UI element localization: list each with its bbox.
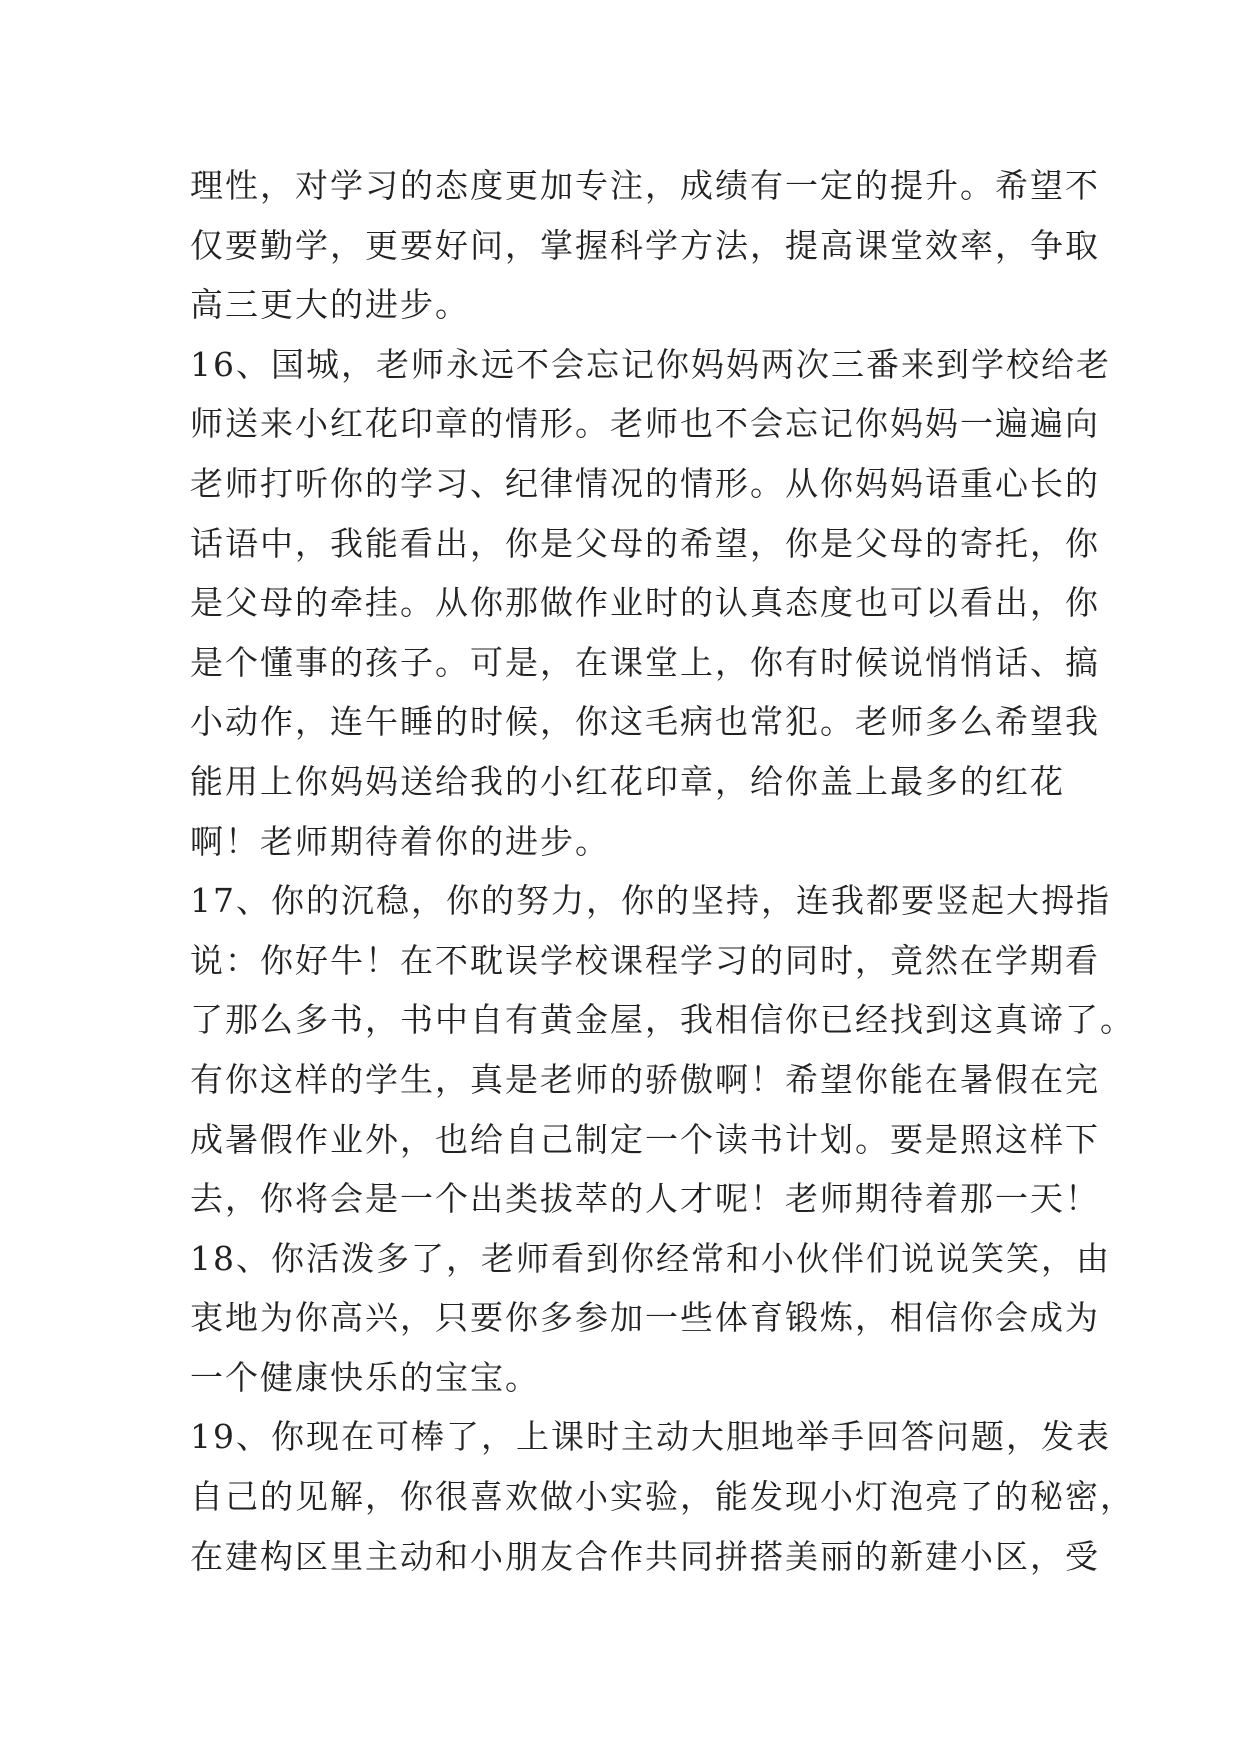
text-line: 去，你将会是一个出类拔萃的人才呢！老师期待着那一天！: [190, 1179, 1100, 1219]
text-line: 话语中，我能看出，你是父母的希望，你是父母的寄托，你: [190, 523, 1100, 563]
text-line: 小动作，连午睡的时候，你这毛病也常犯。老师多么希望我: [190, 702, 1100, 742]
text-line: 仅要勤学，更要好问，掌握科学方法，提高课堂效率，争取: [190, 225, 1100, 265]
text-line: 16、国城，老师永远不会忘记你妈妈两次三番来到学校给老: [190, 344, 1111, 384]
text-line: 一个健康快乐的宝宝。: [190, 1357, 540, 1397]
text-line: 自己的见解，你很喜欢做小实验，能发现小灯泡亮了的秘密，: [190, 1477, 1135, 1517]
text-line: 老师打听你的学习、纪律情况的情形。从你妈妈语重心长的: [190, 463, 1100, 503]
text-line: 是个懂事的孩子。可是，在课堂上，你有时候说悄悄话、搞: [190, 642, 1100, 682]
document-body: [190, 156, 1135, 1586]
text-line: 在建构区里主动和小朋友合作共同拼搭美丽的新建小区，受: [190, 1536, 1100, 1576]
text-line: 说：你好牛！在不耽误学校课程学习的同时，竟然在学期看: [190, 940, 1100, 980]
text-line: 理性，对学习的态度更加专注，成绩有一定的提升。希望不: [190, 166, 1100, 205]
text-line: 了那么多书，书中自有黄金屋，我相信你已经找到这真谛了。: [190, 1000, 1135, 1040]
text-line: 18、你活泼多了，老师看到你经常和小伙伴们说说笑笑，由: [190, 1238, 1111, 1278]
text-line: 啊！老师期待着你的进步。: [190, 821, 610, 861]
text-line: 衷地为你高兴，只要你多参加一些体育锻炼，相信你会成为: [190, 1298, 1100, 1338]
text-line: 是父母的牵挂。从你那做作业时的认真态度也可以看出，你: [190, 583, 1100, 623]
text-line: 高三更大的进步。: [190, 285, 470, 325]
text-line: 师送来小红花印章的情形。老师也不会忘记你妈妈一遍遍向: [190, 404, 1100, 444]
text-line: 有你这样的学生，真是老师的骄傲啊！希望你能在暑假在完: [190, 1059, 1100, 1099]
text-line: 成暑假作业外，也给自己制定一个读书计划。要是照这样下: [190, 1119, 1100, 1159]
text-line: 19、你现在可棒了，上课时主动大胆地举手回答问题，发表: [190, 1417, 1111, 1457]
text-line: 能用上你妈妈送给我的小红花印章，给你盖上最多的红花: [190, 761, 1065, 801]
text-line: 17、你的沉稳，你的努力，你的坚持，连我都要竖起大拇指: [190, 881, 1111, 921]
